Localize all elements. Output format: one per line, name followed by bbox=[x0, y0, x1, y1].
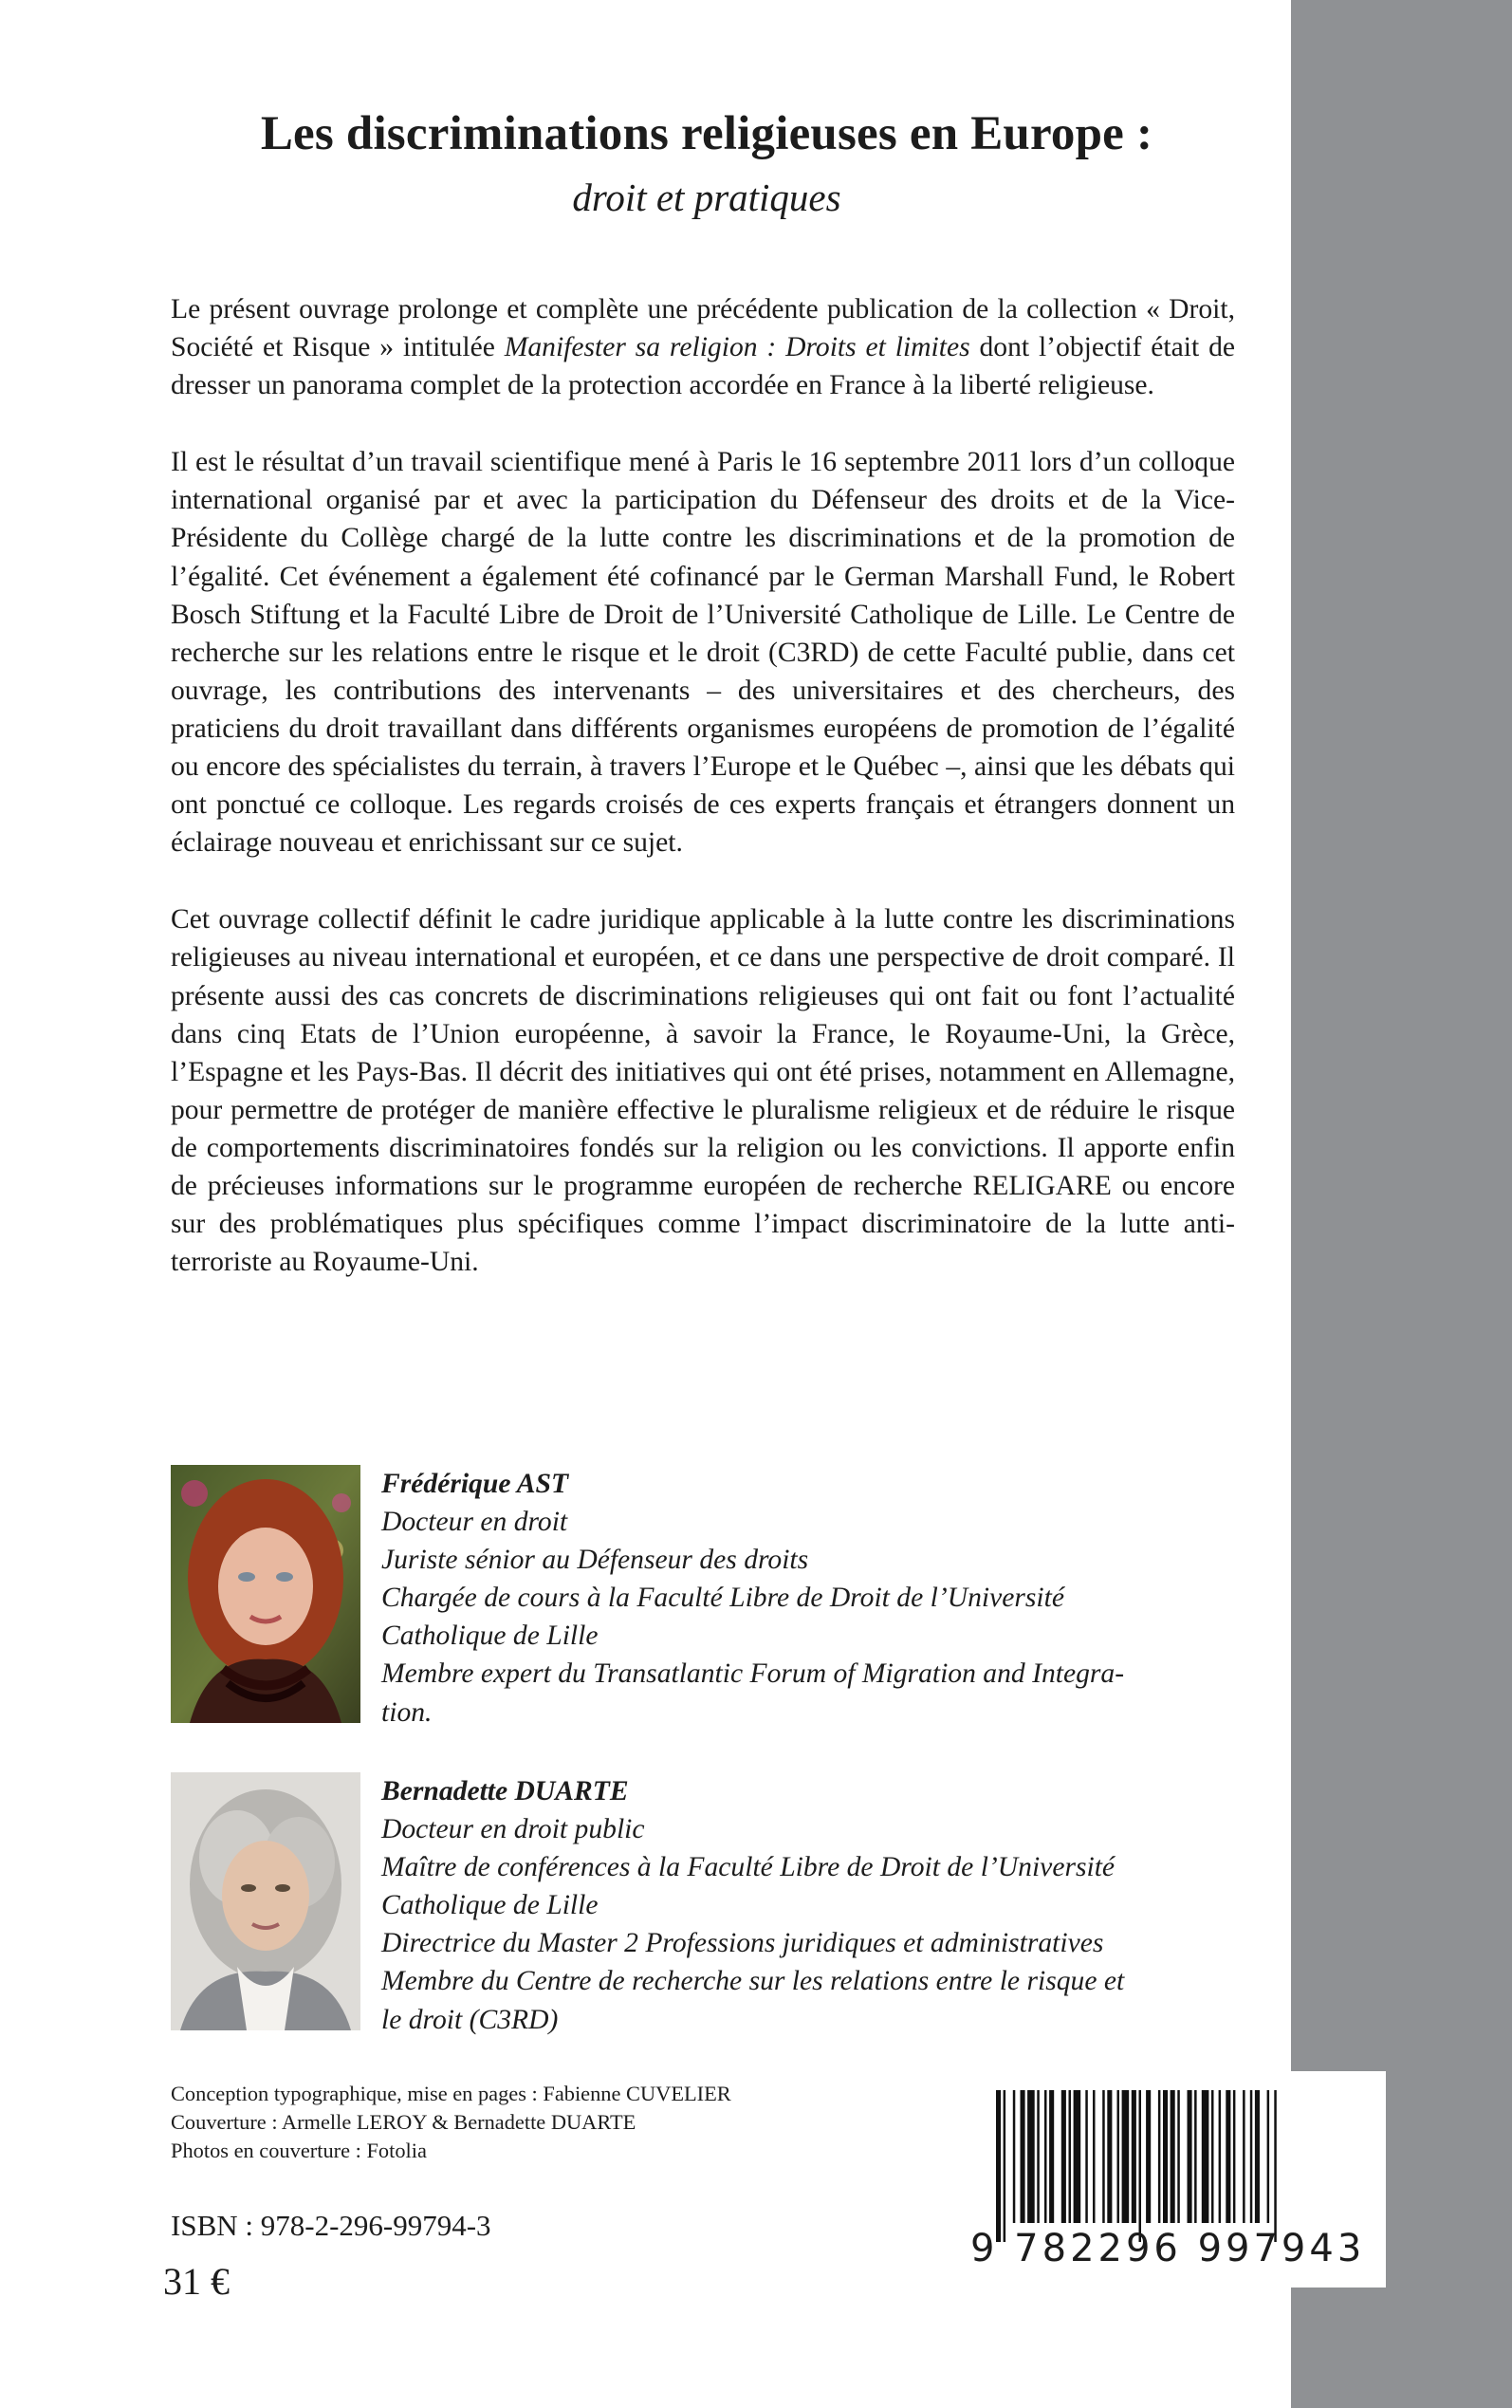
barcode-bar bbox=[1267, 2090, 1270, 2223]
author-bio-line: Catholique de Lille bbox=[381, 1621, 599, 1652]
barcode-bar bbox=[1013, 2090, 1016, 2223]
barcode-bar bbox=[1171, 2090, 1175, 2223]
barcode-digits: 9 782296 997943 bbox=[970, 2227, 1366, 2270]
barcode-bar bbox=[1122, 2090, 1130, 2223]
barcode-bar bbox=[1158, 2090, 1161, 2223]
author-bio-frederique-ast bbox=[381, 1465, 1226, 1732]
barcode-bar bbox=[1250, 2090, 1253, 2223]
barcode-bar bbox=[1163, 2090, 1168, 2223]
cited-title: Manifester sa religion : Droits et limites bbox=[504, 332, 970, 363]
blurb-paragraph-1: Le présent ouvrage prolonge et complète une précédente publication de la collection « Droit, Société et Risque » intitulée Manifester sa religion : Droits et limites dont l’objectif était de dresser un panorama complet de la protection accordée en France à la liberté religieuse. bbox=[171, 294, 1235, 401]
author-photo-frederique-ast bbox=[171, 1465, 360, 1723]
barcode-bar bbox=[1037, 2090, 1040, 2223]
author-bio-line: Docteur en droit bbox=[381, 1507, 568, 1538]
barcode-bar bbox=[1049, 2090, 1054, 2223]
barcode-bar bbox=[1219, 2090, 1222, 2223]
barcode-bar bbox=[1211, 2090, 1214, 2223]
isbn: ISBN : 978-2-296-99794-3 bbox=[171, 2209, 491, 2242]
credit-line: Conception typographique, mise en pages : Fabienne CUVELIER bbox=[171, 2082, 731, 2105]
author-bio-line: Juriste sénior au Défenseur des droits bbox=[381, 1545, 809, 1576]
portrait-grey-hair-photo bbox=[171, 1772, 360, 2030]
credits bbox=[171, 2080, 930, 2165]
author-frederique-ast bbox=[171, 1465, 1243, 1731]
author-bio-line: Maître de conférences à la Faculté Libre de Droit de l’Université bbox=[381, 1852, 1116, 1883]
book-title: Les discriminations religieuses en Europe : bbox=[260, 107, 1153, 160]
barcode-bar bbox=[1233, 2090, 1236, 2223]
blurb bbox=[171, 290, 1235, 1281]
author-bio-line: le droit (C3RD) bbox=[381, 2004, 559, 2035]
barcode-bar bbox=[1146, 2090, 1151, 2223]
barcode-bar bbox=[1194, 2090, 1197, 2223]
barcode-bar bbox=[1044, 2090, 1047, 2223]
barcode-bar bbox=[1117, 2090, 1120, 2223]
credit-line: Photos en couverture : Fotolia bbox=[171, 2139, 427, 2162]
price: 31 € bbox=[163, 2260, 230, 2303]
book-subtitle: droit et pratiques bbox=[572, 176, 841, 219]
barcode-bar bbox=[1107, 2090, 1112, 2223]
barcode-bar bbox=[1074, 2090, 1081, 2223]
blurb-paragraph-2: Il est le résultat d’un travail scientifique mené à Paris le 16 septembre 2011 lors d’un colloque international organisé par et avec la participation du Défenseur des droits et de la Vice-Présidente du Collège chargé de la lutte contre les discriminations et de la promotion de l’égalité. Cet événement a également été cofinancé par le German Marshall Fund, le Robert Bosch Stiftung et la Faculté Libre de Droit de l’Université Catholique de Lille. Le Centre de recherche sur les relations entre le risque et le droit (C3RD) de cette Faculté publie, dans cet ouvrage, les contributions des intervenants – des universitaires et des chercheurs, des praticiens du droit travaillant dans différents organismes européens de promotion de l’égalité ou encore des spécialistes du terrain, à travers l’Europe et le Québec –, ainsi que les débats qui ont ponctué ce colloque. Les regards croisés de ces experts français et étrangers donnent un éclairage nouveau et enrichissant sur ce sujet. bbox=[171, 447, 1235, 859]
author-bio-line: tion. bbox=[381, 1696, 433, 1728]
barcode-bar bbox=[1188, 2090, 1192, 2223]
barcode-bar bbox=[1061, 2090, 1066, 2223]
barcode-bar bbox=[1069, 2090, 1072, 2223]
barcode-bar bbox=[1027, 2090, 1035, 2223]
barcode-bar bbox=[1139, 2090, 1142, 2242]
author-bernadette-duarte bbox=[171, 1772, 1243, 2038]
spine-band bbox=[1291, 0, 1512, 2408]
barcode-bar bbox=[1202, 2090, 1209, 2223]
barcode-bar bbox=[1021, 2090, 1025, 2223]
barcode-bar bbox=[1255, 2090, 1260, 2223]
author-photo-bernadette-duarte bbox=[171, 1772, 360, 2030]
author-name: Frédérique AST bbox=[381, 1469, 569, 1499]
barcode-bar bbox=[1274, 2090, 1277, 2242]
barcode-bar bbox=[1243, 2090, 1245, 2223]
barcode-bar bbox=[1004, 2090, 1006, 2242]
barcode-bar bbox=[1093, 2090, 1096, 2223]
barcode-bar bbox=[1177, 2090, 1180, 2223]
author-bio-line: Chargée de cours à la Faculté Libre de Droit de l’Université bbox=[381, 1583, 1064, 1614]
author-bio-line: Docteur en droit public bbox=[381, 1814, 645, 1845]
author-name: Bernadette DUARTE bbox=[381, 1776, 629, 1806]
barcode-bar bbox=[1132, 2090, 1136, 2223]
credit-line: Couverture : Armelle LEROY & Bernadette DUARTE bbox=[171, 2110, 636, 2134]
barcode-bar bbox=[1102, 2090, 1105, 2223]
blurb-paragraph-3: Cet ouvrage collectif définit le cadre juridique applicable à la lutte contre les discriminations religieuses au niveau international et européen, et ce dans une perspective de droit comparé. Il présente aussi des cas concrets de discriminations religieuses qui ont fait ou font l’actualité dans cinq Etats de l’Union européenne, à savoir la France, le Royaume-Uni, la Grèce, l’Espagne et les Pays-Bas. Il décrit des initiatives qui ont été prises, notamment en Allemagne, pour permettre de protéger de manière effective le pluralisme religieux et de réduire le risque de comportements discriminatoires fondés sur la religion ou les convictions. Il apporte enfin de précieuses informations sur le programme européen de recherche RELIGARE ou encore sur des problématiques plus spécifiques comme l’impact discriminatoire de la lutte anti-terroriste au Royaume-Uni. bbox=[171, 904, 1235, 1278]
author-bio-line: Directrice du Master 2 Professions juridiques et administratives bbox=[381, 1928, 1104, 1959]
author-bio-bernadette-duarte bbox=[381, 1772, 1226, 2039]
author-bio-line: Catholique de Lille bbox=[381, 1890, 599, 1921]
barcode-bar bbox=[1085, 2090, 1088, 2223]
barcode bbox=[956, 2071, 1386, 2288]
barcode-bar bbox=[1226, 2090, 1230, 2223]
barcode-bar bbox=[996, 2090, 1001, 2242]
portrait-red-hair-photo bbox=[171, 1465, 360, 1723]
author-bio-line: Membre du Centre de recherche sur les relations entre le risque et bbox=[381, 1966, 1125, 1997]
author-bio-line: Membre expert du Transatlantic Forum of Migration and Integra- bbox=[381, 1658, 1125, 1690]
